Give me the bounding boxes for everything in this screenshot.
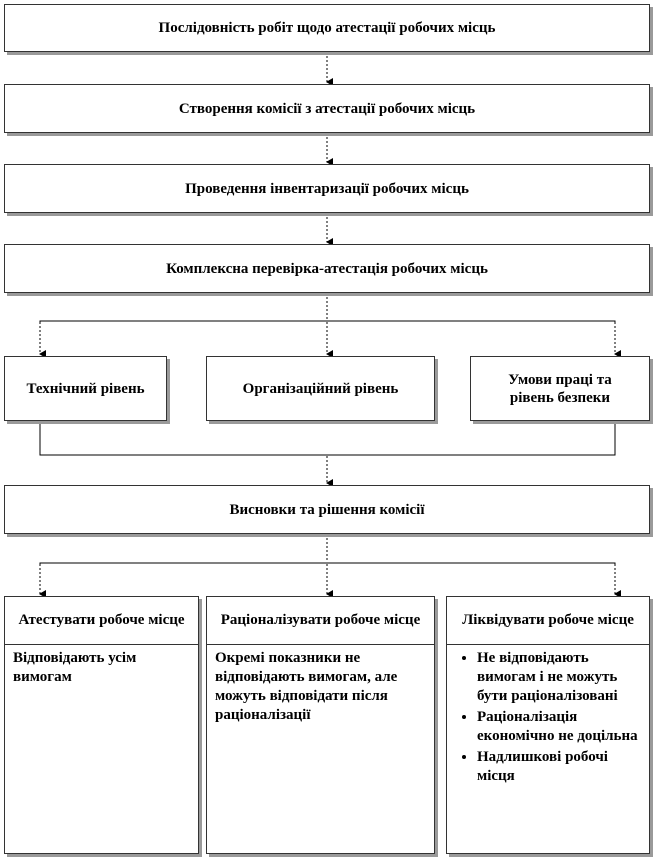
step-inspection xyxy=(4,244,650,293)
outcome-rationalize-header xyxy=(207,597,434,645)
conclusion-box xyxy=(4,485,650,534)
outcome-liquidate-body xyxy=(447,645,649,792)
outcome-rationalize-title: Раціоналізувати робоче місце xyxy=(220,612,421,628)
list-item: • Надлишкові робочі місця xyxy=(477,748,641,786)
outcome-liquidate xyxy=(446,596,650,854)
list-item: • Раціоналізація економічно не доцільна xyxy=(477,708,641,746)
step-inventory xyxy=(4,164,650,213)
outcome-liquidate-header xyxy=(447,597,649,645)
level-organizational-label: Організаційний рівень xyxy=(242,380,399,397)
step-commission-label: Створення комісії з атестації робочих місць xyxy=(178,100,476,117)
step-inventory-label: Проведення інвентаризації робочих місць xyxy=(185,180,469,197)
outcome-rationalize xyxy=(206,596,435,854)
outcome-liquidate-title: Ліквідувати робоче місце xyxy=(462,612,634,628)
level-safety-label: Умови праці та рівень безпеки xyxy=(508,371,612,406)
level-technical xyxy=(4,356,167,421)
outcome-certify-text: Відповідають усім вимогам xyxy=(13,650,137,685)
level-organizational xyxy=(206,356,435,421)
step-title xyxy=(4,4,650,52)
step-inspection-label: Комплексна перевірка-атестація робочих місць xyxy=(166,260,488,277)
outcome-rationalize-body xyxy=(207,645,434,729)
conclusion-label: Висновки та рішення комісії xyxy=(229,501,425,518)
merge-bar-levels xyxy=(40,421,615,455)
level-technical-label: Технічний рівень xyxy=(26,380,145,397)
step-commission xyxy=(4,84,650,133)
outcome-certify xyxy=(4,596,199,854)
step-title-label: Послідовність робіт щодо атестації робочих місць xyxy=(158,20,496,36)
outcome-liquidate-list xyxy=(455,649,641,786)
list-item: • Не відповідають вимогам і не можуть бути раціоналізовані xyxy=(477,649,641,706)
outcome-certify-title: Атестувати робоче місце xyxy=(18,612,185,628)
outcome-rationalize-text: Окремі показники не відповідають вимогам, але можуть відповідати після раціоналізації xyxy=(215,650,398,723)
outcome-certify-header xyxy=(5,597,198,645)
level-safety xyxy=(470,356,650,421)
outcome-certify-body xyxy=(5,645,198,691)
